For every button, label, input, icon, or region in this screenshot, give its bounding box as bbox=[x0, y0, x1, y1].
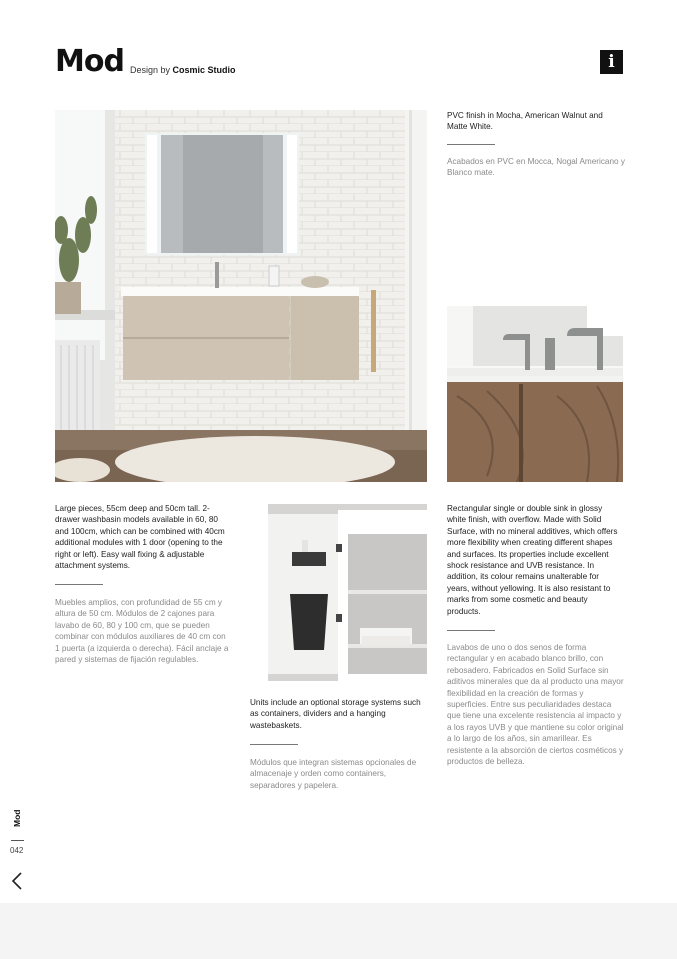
col1-text-es: Muebles amplios, con profundidad de 55 cm y altura de 50 cm. Módulos de 2 cajones para lavabo de 60, 80 y 100 cm, que se pueden combinar con módulos auxiliares de 40 cm con 1 puerta (a izquierda o derecha). Fácil anclaje a pared y sistemas de fijación regulables. bbox=[55, 598, 229, 665]
info-icon: i bbox=[608, 52, 615, 72]
design-credit-prefix: Design by bbox=[130, 65, 171, 75]
designer-name: Cosmic Studio bbox=[172, 65, 236, 75]
storage-interior-photo bbox=[250, 504, 427, 681]
col2-text-en: Units include an optional storage systems such as containers, dividers and a hanging wastebaskets. bbox=[250, 698, 421, 730]
col2-text-es: Módulos que integran sistemas opcionales de almacenaje y orden como containers, separadores y papelera. bbox=[250, 758, 417, 790]
page-title: Mod bbox=[55, 44, 124, 79]
finish-text-en: PVC finish in Mocha, American Walnut and Matte White. bbox=[447, 111, 603, 132]
design-credit bbox=[130, 65, 236, 75]
side-divider bbox=[11, 840, 24, 841]
col1-text-en: Large pieces, 55cm deep and 50cm tall. 2-drawer washbasin models available in 60, 80 and 100cm, which can be combined with 40cm additional modules with 1 door (opening to the right or left). Easy wall fixing & adjustable attachment systems. bbox=[55, 504, 225, 571]
col3-text-en: Rectangular single or double sink in glossy white finish, with overflow. Made with Solid Surface, with no mineral additives, which offers more flexibility when creating different shapes and surfaces. Its properties include excellent shock resistance and UVB resistance. In addition, its colour remains unalterable for years, without yellowing. It is also resistant to marks from some cosmetic and beauty products. bbox=[447, 504, 618, 616]
col3-text-es: Lavabos de uno o dos senos de forma rectangular y en acabado blanco brillo, con rebosadero. Fabricados en Solid Surface sin aditivos minerales que da al producto una mayor flexibilidad en la creación de formas y superficies. Entre sus peculiaridades destaca que tiene una excelente resistencia al impacto y a los rayos UVB y que mantiene su color original a lo largo de los años, sin amarillear. Es resistente a la absorción de ciertos cosméticos y productos de belleza. bbox=[447, 643, 624, 767]
chevron-left-icon bbox=[9, 870, 27, 892]
back-button[interactable] bbox=[9, 870, 27, 892]
divider bbox=[447, 630, 495, 631]
divider bbox=[447, 144, 495, 145]
page-number: 042 bbox=[10, 846, 24, 855]
side-label-text: Mod bbox=[12, 809, 22, 827]
footer-band bbox=[0, 903, 677, 959]
faucet-detail-photo bbox=[447, 306, 623, 482]
divider bbox=[55, 584, 103, 585]
divider bbox=[250, 744, 298, 745]
info-button[interactable] bbox=[600, 50, 623, 74]
main-vanity-photo bbox=[55, 110, 427, 482]
finish-text-es: Acabados en PVC en Mocca, Nogal Americano y Blanco mate. bbox=[447, 157, 625, 178]
side-section-label bbox=[9, 809, 29, 839]
